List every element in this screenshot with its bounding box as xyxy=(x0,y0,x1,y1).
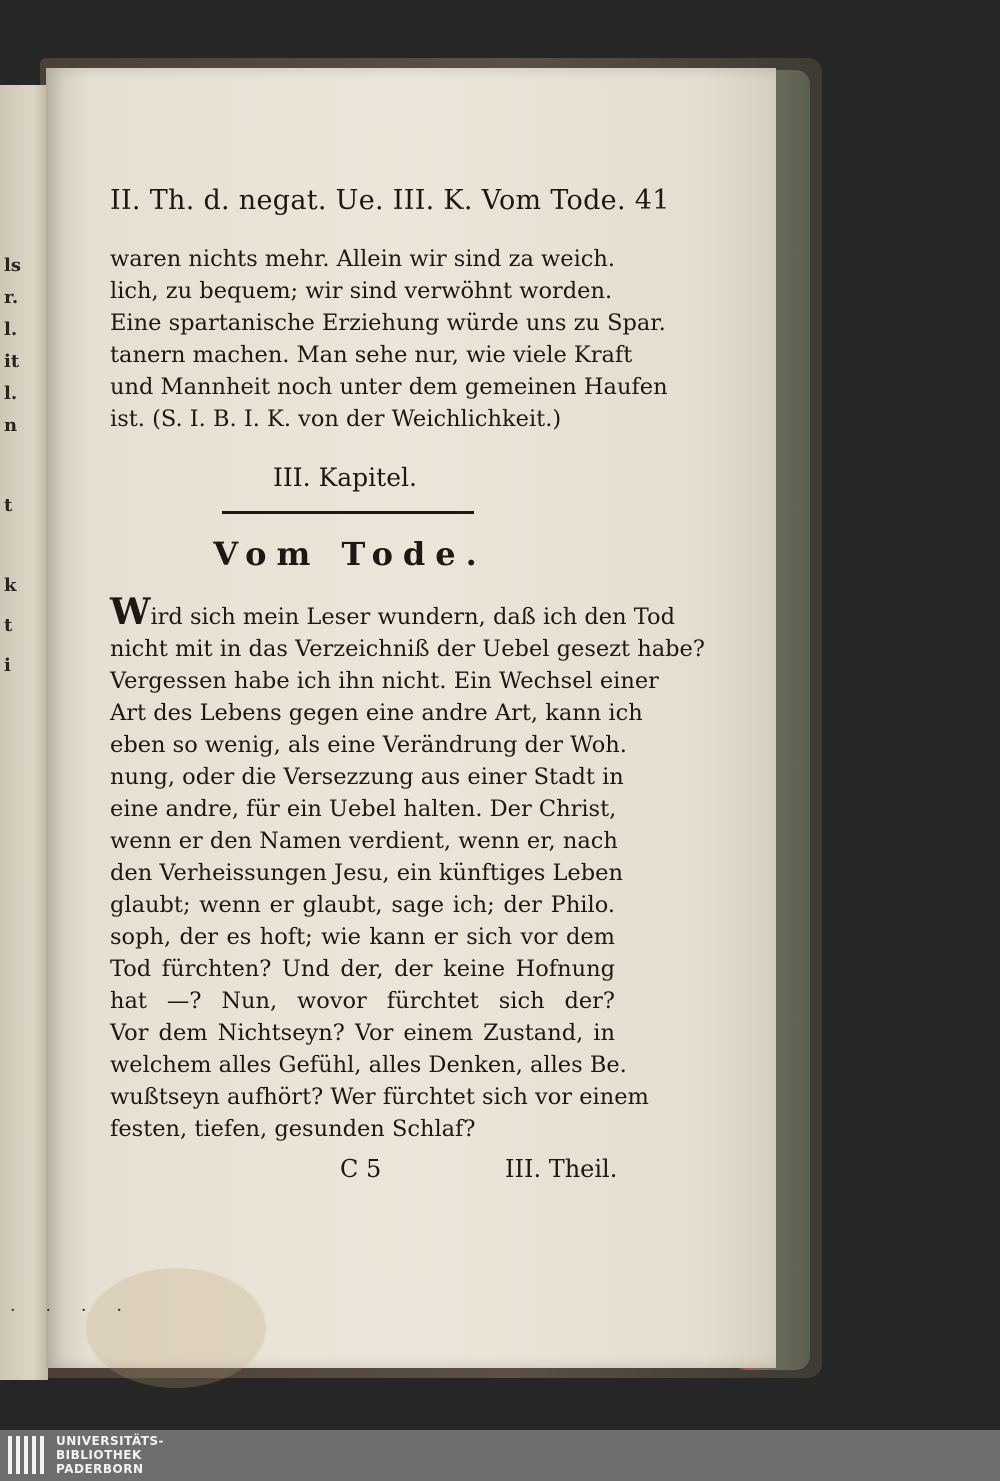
text-line: welchem alles Gefühl, alles Denken, alles Be. xyxy=(110,1052,627,1078)
paragraph-continued xyxy=(110,243,668,435)
text-line: tanern machen. Man sehe nur, wie viele Kraft xyxy=(110,342,633,368)
first-line-text: ird sich mein Leser wundern, daß ich den Tod xyxy=(150,604,675,630)
text-line: den Verheissungen Jesu, ein künftiges Leben xyxy=(110,860,623,886)
text-line: glaubt; wenn er glaubt, sage ich; der Philo. xyxy=(110,892,615,918)
left-page-glyph: l. xyxy=(4,383,18,404)
text-line: nung, oder die Versezzung aus einer Stadt in xyxy=(110,764,624,790)
left-page-glyph: t xyxy=(4,495,13,516)
text-line: Vor dem Nichtseyn? Vor einem Zustand, in xyxy=(110,1020,615,1046)
text-line: hat —? Nun, wovor fürchtet sich der? xyxy=(110,988,615,1014)
left-page-glyph: l. xyxy=(4,319,18,340)
library-logo-icon xyxy=(8,1436,48,1474)
text-line: Vergessen habe ich ihn nicht. Ein Wechsel einer xyxy=(110,668,659,694)
logo-line: BIBLIOTHEK xyxy=(56,1448,142,1462)
library-footer-bar xyxy=(0,1430,1000,1481)
left-page-glyph: i xyxy=(4,655,11,676)
text-line: wußtseyn aufhört? Wer fürchtet sich vor einem xyxy=(110,1084,649,1110)
page-stain xyxy=(86,1268,266,1388)
left-page-fragment xyxy=(0,85,48,1380)
text-line: Eine spartanische Erziehung würde uns zu Spar. xyxy=(110,310,666,336)
chapter-title: Vom Tode. xyxy=(213,535,487,573)
left-page-glyph: it xyxy=(4,351,20,372)
signature-mark: C 5 xyxy=(340,1155,382,1183)
text-line: eine andre, für ein Uebel halten. Der Christ, xyxy=(110,796,617,822)
text-line: lich, zu bequem; wir sind verwöhnt worden. xyxy=(110,278,613,304)
catchword: III. Theil. xyxy=(505,1155,618,1183)
text-line: Art des Lebens gegen eine andre Art, kann ich xyxy=(110,700,643,726)
text-line: eben so wenig, als eine Verändrung der Woh. xyxy=(110,732,627,758)
logo-line: UNIVERSITÄTS- xyxy=(56,1434,165,1448)
page-specks: · · · · xyxy=(10,1300,135,1321)
chapter-rule xyxy=(222,511,474,514)
text-line-first xyxy=(110,591,675,633)
text-line: nicht mit in das Verzeichniß der Uebel gesezt habe? xyxy=(110,636,705,662)
left-page-glyph: ls xyxy=(4,255,21,276)
logo-line: PADERBORN xyxy=(56,1462,144,1476)
chapter-label: III. Kapitel. xyxy=(273,463,417,492)
running-header: II. Th. d. negat. Ue. III. K. Vom Tode. 41 xyxy=(110,185,670,216)
text-line: Tod fürchten? Und der, der keine Hofnung xyxy=(110,956,615,982)
text-line: festen, tiefen, gesunden Schlaf? xyxy=(110,1116,476,1142)
left-page-glyph: k xyxy=(4,575,17,596)
text-line: und Mannheit noch unter dem gemeinen Haufen xyxy=(110,374,668,400)
paragraph-main xyxy=(110,591,705,1145)
text-line: soph, der es hoft; wie kann er sich vor dem xyxy=(110,924,615,950)
left-page-glyph: n xyxy=(4,415,18,436)
library-logo-text xyxy=(56,1434,164,1476)
text-line: wenn er den Namen verdient, wenn er, nach xyxy=(110,828,618,854)
left-page-glyph: t xyxy=(4,615,13,636)
text-line: waren nichts mehr. Allein wir sind za weich. xyxy=(110,246,616,272)
left-page-glyph: r. xyxy=(4,287,19,308)
text-line: ist. (S. I. B. I. K. von der Weichlichkeit.) xyxy=(110,406,562,432)
drop-cap: W xyxy=(110,591,151,633)
